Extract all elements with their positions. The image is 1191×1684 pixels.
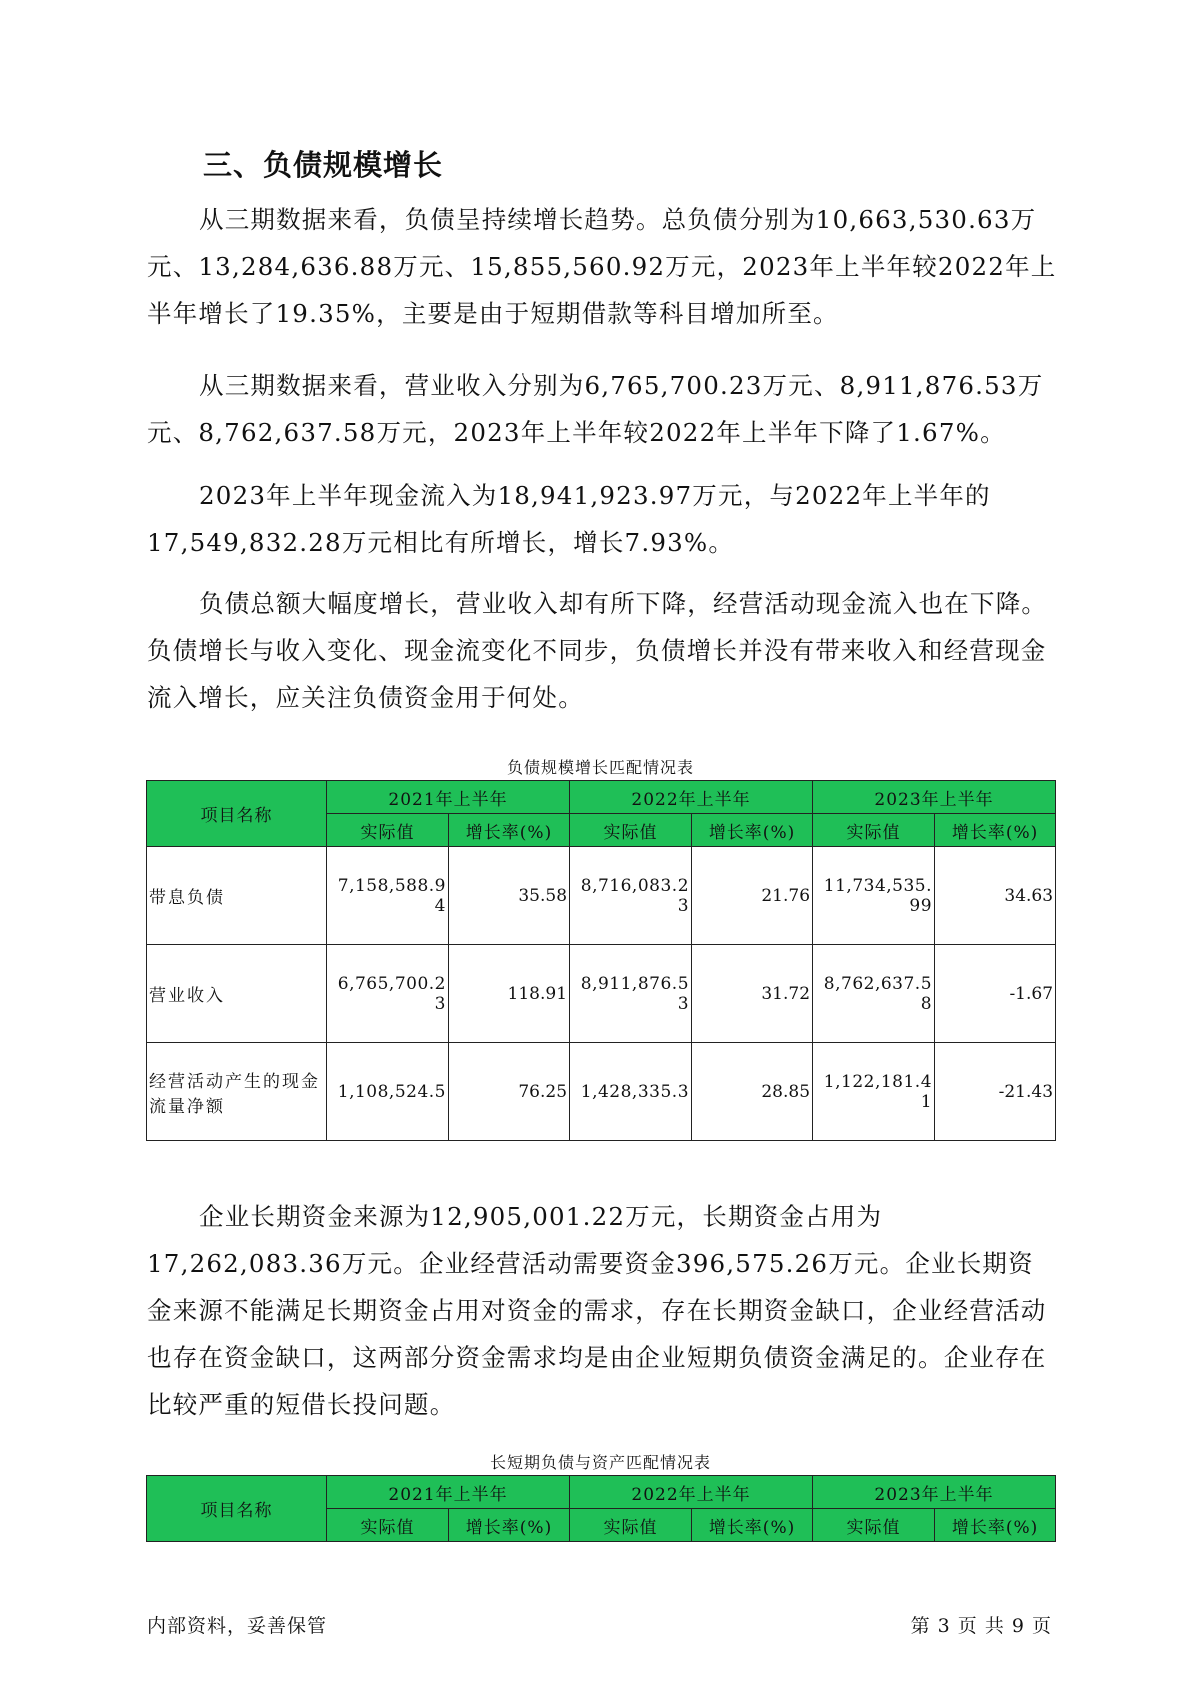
paragraph-cash-inflow: 2023年上半年现金流入为18,941,923.97万元，与2022年上半年的17,549,832.28万元相比有所增长，增长7.93%。 <box>147 481 991 557</box>
value-2021: 7,158,588.94 <box>327 847 449 945</box>
liability-growth-table <box>146 780 1056 1141</box>
header-actual-2021: 实际值 <box>327 814 449 847</box>
rate-2023: -1.67 <box>935 945 1056 1043</box>
paragraph-liability-trend: 从三期数据来看，负债呈持续增长趋势。总负债分别为10,663,530.63万元、13,284,636.88万元、15,855,560.92万元，2023年上半年较2022年上半年增长了19.35%，主要是由于短期借款等科目增加所至。 <box>147 205 1057 328</box>
header-rate-2023: 增长率(%) <box>935 1509 1056 1542</box>
header-actual-2023: 实际值 <box>813 814 935 847</box>
header-actual-2021: 实际值 <box>327 1509 449 1542</box>
header-actual-2023: 实际值 <box>813 1509 935 1542</box>
value-2022: 8,911,876.53 <box>570 945 692 1043</box>
header-rate-2022: 增长率(%) <box>692 814 813 847</box>
header-period-2023: 2023年上半年 <box>813 1476 1056 1509</box>
rate-2022: 28.85 <box>692 1043 813 1141</box>
rate-2021: 118.91 <box>449 945 570 1043</box>
row-label: 带息负债 <box>147 847 327 945</box>
section-heading: 三、负债规模增长 <box>203 148 444 182</box>
value-2022: 8,716,083.23 <box>570 847 692 945</box>
paragraph-revenue-trend: 从三期数据来看，营业收入分别为6,765,700.23万元、8,911,876.53万元、8,762,637.58万元，2023年上半年较2022年上半年下降了1.67%。 <box>147 371 1044 447</box>
row-label: 经营活动产生的现金流量净额 <box>147 1043 327 1141</box>
row-label: 营业收入 <box>147 945 327 1043</box>
header-rate-2021: 增长率(%) <box>449 814 570 847</box>
header-rate-2023: 增长率(%) <box>935 814 1056 847</box>
table-row <box>147 847 1056 945</box>
header-item-name: 项目名称 <box>147 1476 327 1542</box>
value-2023: 8,762,637.58 <box>813 945 935 1043</box>
long-short-term-matching-table <box>146 1475 1056 1542</box>
header-item-name: 项目名称 <box>147 781 327 847</box>
header-period-2022: 2022年上半年 <box>570 1476 813 1509</box>
table-row <box>147 945 1056 1043</box>
table-row <box>147 1043 1056 1141</box>
table2-caption: 长短期负债与资产匹配情况表 <box>489 1453 711 1472</box>
rate-2022: 31.72 <box>692 945 813 1043</box>
header-actual-2022: 实际值 <box>570 1509 692 1542</box>
value-2023: 1,122,181.41 <box>813 1043 935 1141</box>
table1-caption: 负债规模增长匹配情况表 <box>506 758 694 777</box>
footer-confidential-note: 内部资料，妥善保管 <box>147 1615 328 1637</box>
rate-2022: 21.76 <box>692 847 813 945</box>
value-2021: 6,765,700.23 <box>327 945 449 1043</box>
value-2021: 1,108,524.5 <box>327 1043 449 1141</box>
paragraph-mismatch-analysis: 负债总额大幅度增长，营业收入却有所下降，经营活动现金流入也在下降。负债增长与收入变化、现金流变化不同步，负债增长并没有带来收入和经营现金流入增长，应关注负债资金用于何处。 <box>147 589 1048 712</box>
value-2023: 11,734,535.99 <box>813 847 935 945</box>
header-period-2021: 2021年上半年 <box>327 1476 570 1509</box>
rate-2023: 34.63 <box>935 847 1056 945</box>
header-actual-2022: 实际值 <box>570 814 692 847</box>
rate-2023: -21.43 <box>935 1043 1056 1141</box>
footer-page-number: 第 3 页 共 9 页 <box>910 1615 1052 1637</box>
value-2022: 1,428,335.3 <box>570 1043 692 1141</box>
header-period-2021: 2021年上半年 <box>327 781 570 814</box>
header-rate-2022: 增长率(%) <box>692 1509 813 1542</box>
rate-2021: 76.25 <box>449 1043 570 1141</box>
header-period-2022: 2022年上半年 <box>570 781 813 814</box>
rate-2021: 35.58 <box>449 847 570 945</box>
header-period-2023: 2023年上半年 <box>813 781 1056 814</box>
header-rate-2021: 增长率(%) <box>449 1509 570 1542</box>
paragraph-long-term-funding: 企业长期资金来源为12,905,001.22万元，长期资金占用为17,262,083.36万元。企业经营活动需要资金396,575.26万元。企业长期资金来源不能满足长期资金占用对资金的需求，存在长期资金缺口，企业经营活动也存在资金缺口，这两部分资金需求均是由企业短期负债资金满足的。企业存在比较严重的短借长投问题。 <box>147 1202 1047 1419</box>
